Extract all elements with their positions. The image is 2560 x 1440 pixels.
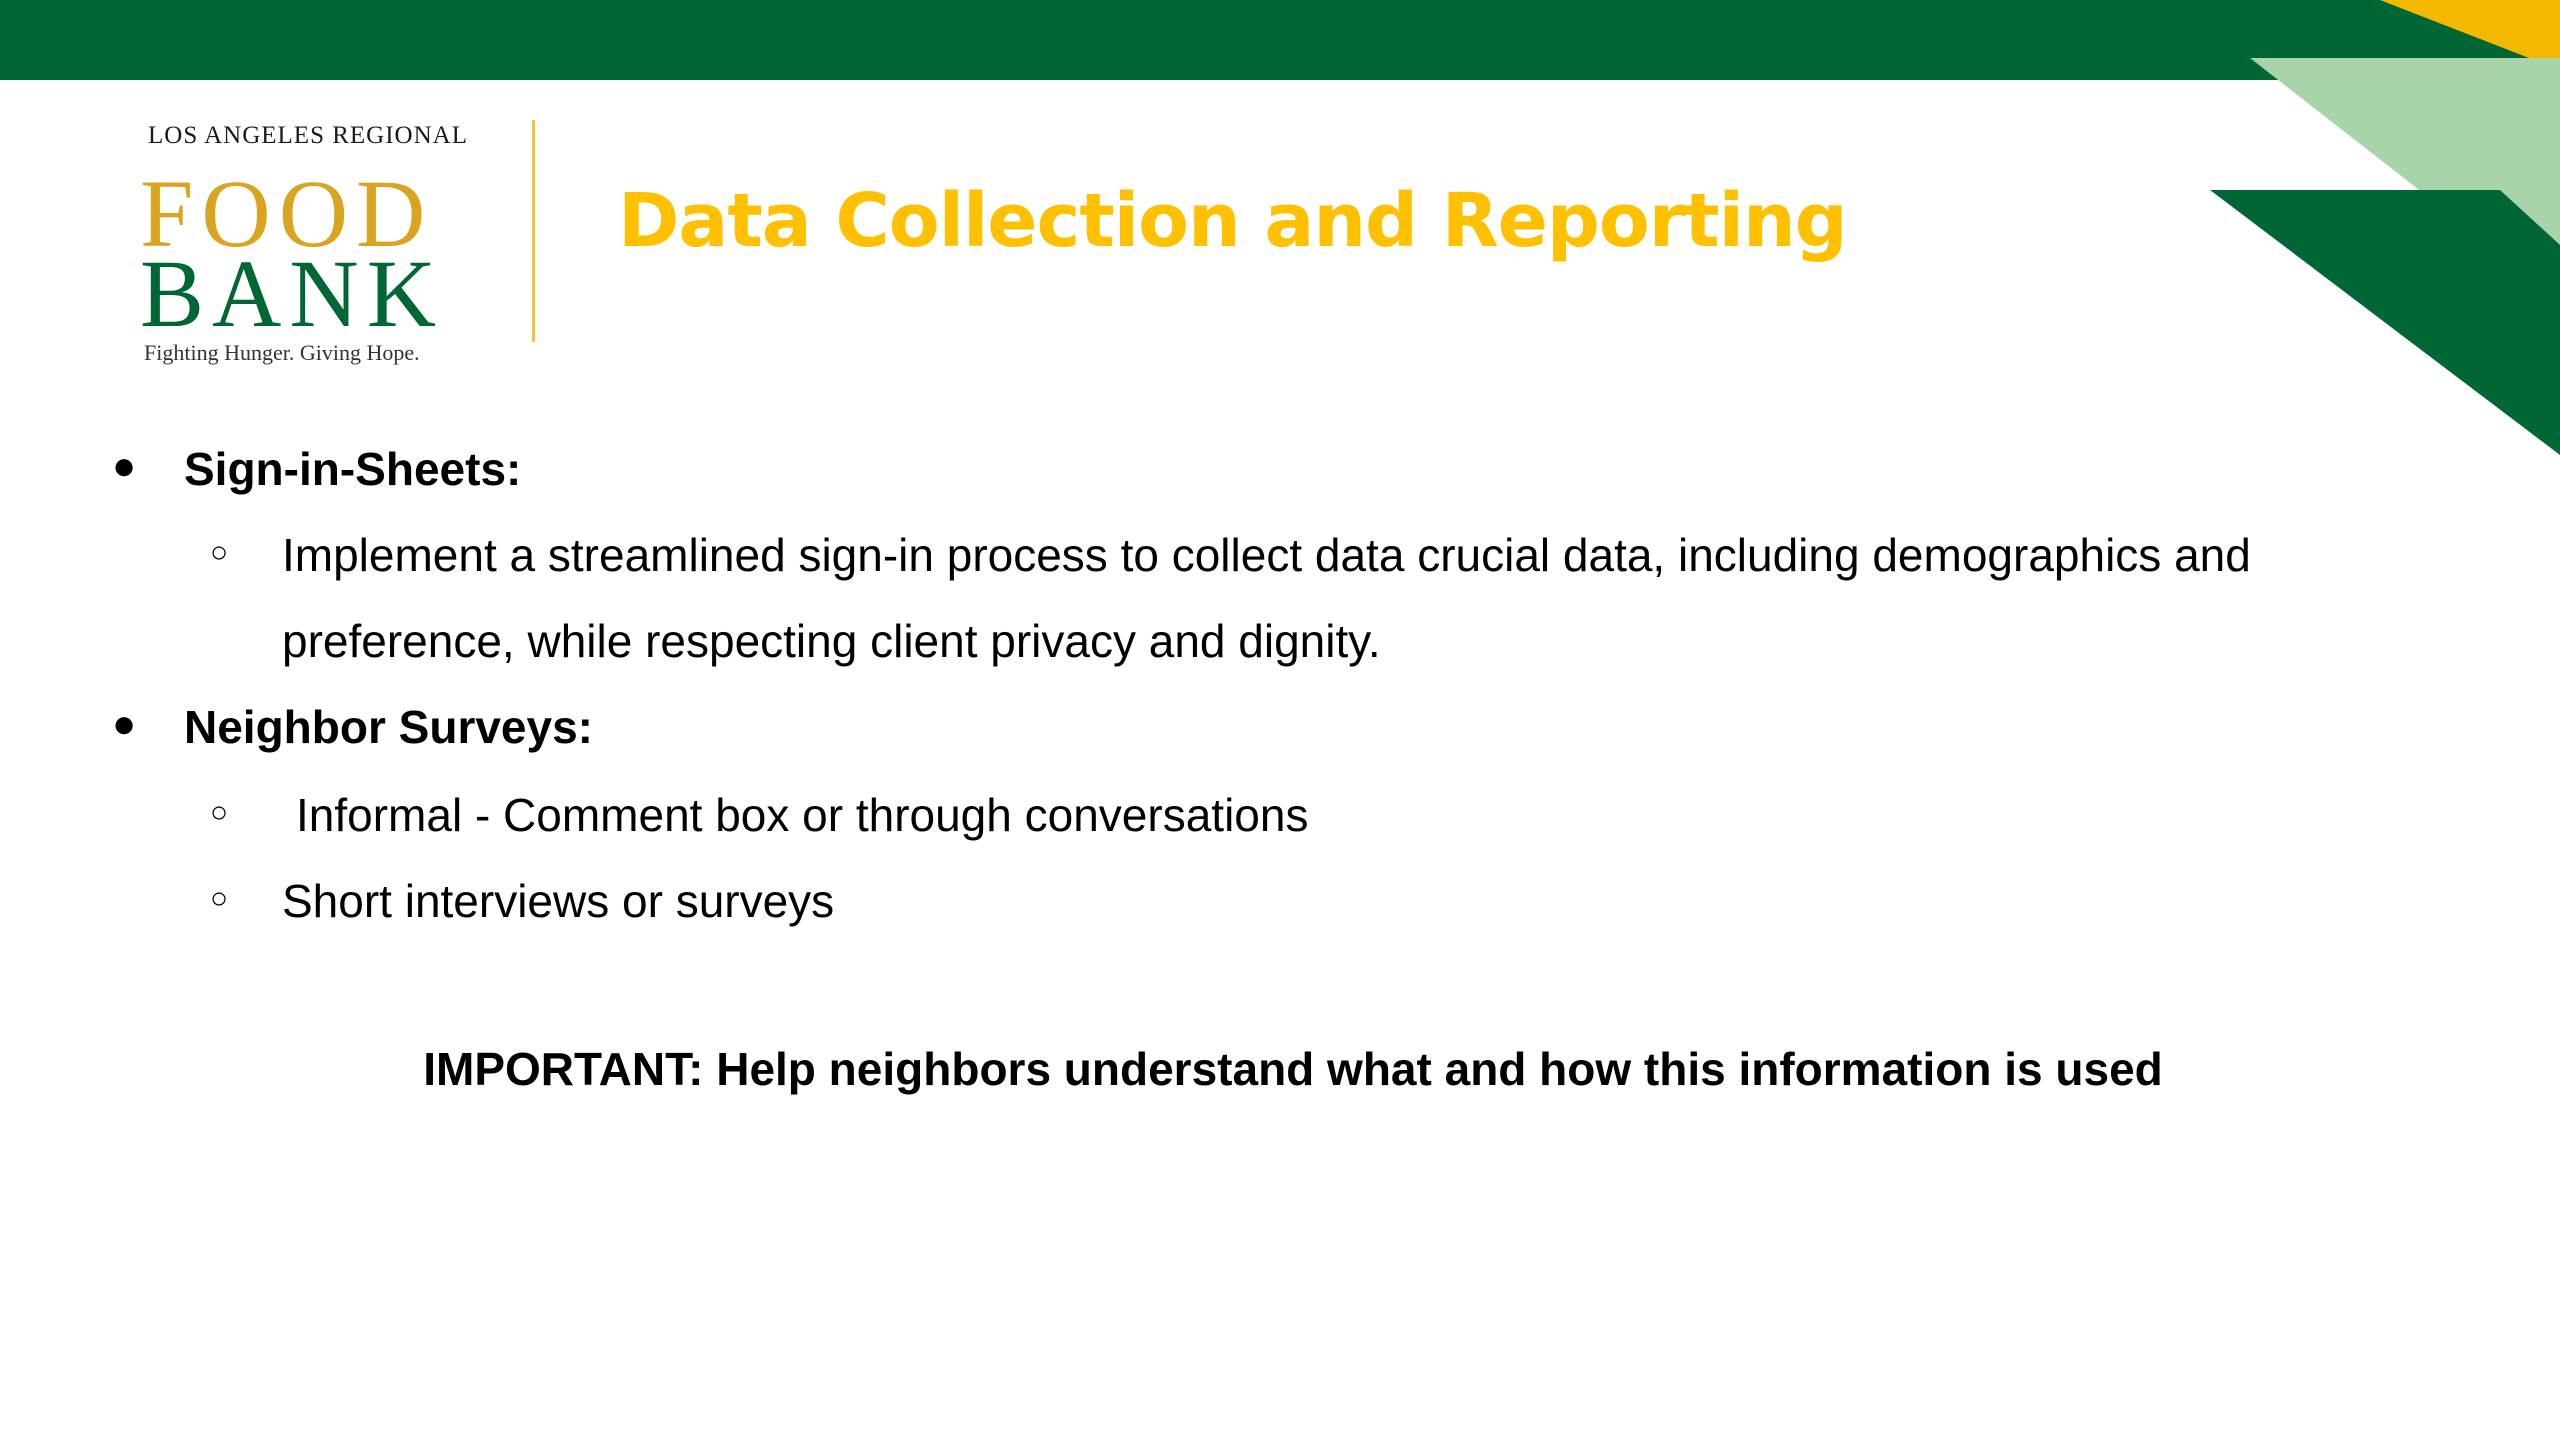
bullet-circle-icon: ○ xyxy=(210,882,229,915)
bullet-circle-icon: ○ xyxy=(210,796,229,829)
logo-food-word: FOOD xyxy=(140,160,434,267)
food-bank-logo xyxy=(140,118,470,373)
section-heading-sign-in: Sign-in-Sheets: xyxy=(184,443,522,495)
bullet-dot-icon: ● xyxy=(112,702,137,746)
list-item: Implement a streamlined sign-in process to collect data crucial data, including demographics and xyxy=(282,529,2251,581)
logo-bank-word: BANK xyxy=(140,240,445,347)
slide-title: Data Collection and Reporting xyxy=(618,178,1847,264)
header-divider xyxy=(532,120,535,342)
list-item: Short interviews or surveys xyxy=(282,875,835,927)
important-note: IMPORTANT: Help neighbors understand what and how this information is used xyxy=(423,1043,2163,1095)
bullet-circle-icon: ○ xyxy=(210,536,229,569)
corner-decoration xyxy=(2000,0,2560,470)
list-item-continuation: preference, while respecting client privacy and dignity. xyxy=(282,615,1381,667)
logo-tagline: Fighting Hunger. Giving Hope. xyxy=(144,340,420,365)
section-heading-surveys: Neighbor Surveys: xyxy=(184,701,593,753)
list-item: Informal - Comment box or through conversations xyxy=(296,789,1309,841)
dark-green-band xyxy=(2210,190,2560,455)
logo-region-text: LOS ANGELES REGIONAL xyxy=(148,122,468,149)
bullet-dot-icon: ● xyxy=(112,444,137,488)
